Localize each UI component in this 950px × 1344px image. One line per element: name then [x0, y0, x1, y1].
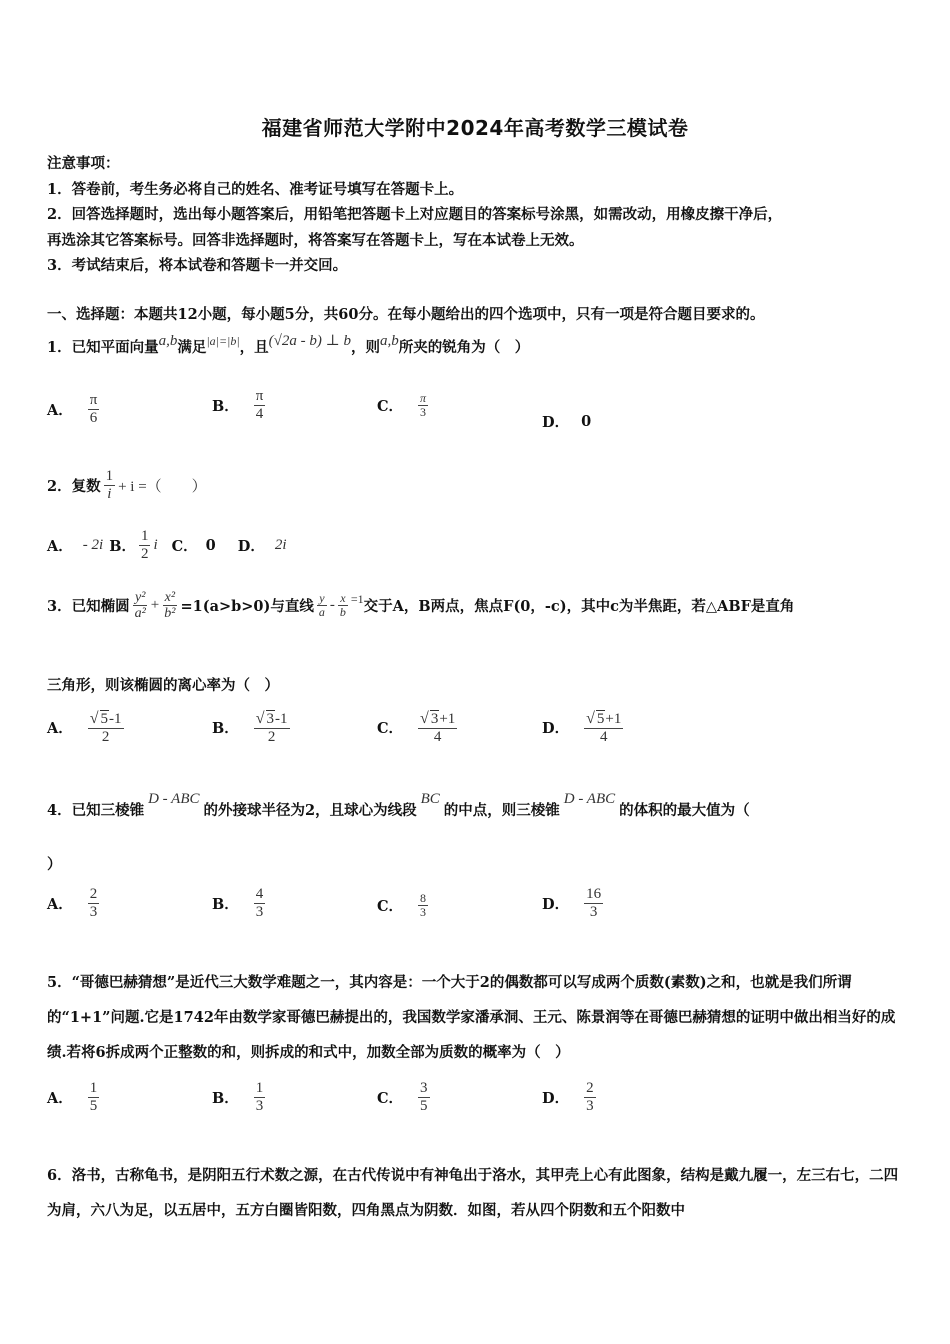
- q1-vectors: a,b: [158, 333, 178, 349]
- denominator: 3: [586, 1097, 594, 1114]
- denominator: 3: [420, 405, 427, 420]
- option-label: D．: [542, 895, 570, 913]
- option-label: A．: [47, 720, 73, 738]
- numerator: 8: [420, 891, 427, 905]
- question-5: 5．“哥德巴赫猜想”是近代三大数学难题之一，其内容是：一个大于2的偶数都可以写成两个质数(素数)之和，也就是我们所谓的“1+1”问题.它是1742年由数学家哥德巴赫提出的，我国数学家潘承洞、王元、陈景润等在哥德巴赫猜想的证明中做出相当好的成绩.若将6拆成两个正整数的和，则拆成的和式中，加数全部为质数的概率为（ ）: [47, 974, 896, 1061]
- notice-heading: 注意事项：: [47, 155, 120, 172]
- fraction: [418, 392, 428, 419]
- denominator: 5: [89, 1097, 98, 1114]
- notice-item: 3．考试结束后，将本试卷和答题卡一并交回。: [47, 257, 348, 274]
- numerator: 2: [89, 886, 98, 902]
- numerator: π: [255, 388, 264, 404]
- fraction: [338, 592, 348, 619]
- q4-pyramid: D - ABC: [148, 791, 200, 807]
- q4-text: 的中点，则三棱锥: [443, 802, 560, 819]
- fraction: [584, 710, 623, 745]
- fraction: [139, 528, 151, 562]
- fraction: [88, 710, 124, 745]
- fraction: [584, 886, 603, 920]
- numerator: 4: [255, 886, 264, 902]
- q3-text: 3．已知椭圆: [47, 598, 130, 616]
- option-label: B．: [212, 720, 239, 738]
- denominator: 3: [589, 903, 598, 920]
- option-label: B．: [212, 1089, 239, 1107]
- numerator: 1: [89, 1080, 98, 1096]
- numerator: y: [319, 591, 325, 606]
- sqrt-icon: √: [586, 710, 595, 727]
- fraction: [254, 886, 266, 920]
- denominator: 2: [101, 728, 110, 745]
- fraction: [88, 1080, 100, 1114]
- fraction: [254, 388, 266, 422]
- fraction: [88, 886, 100, 920]
- radicand: 5: [596, 711, 605, 727]
- q4-text: 的外接球半径为2，且球心为线段: [203, 802, 417, 819]
- option-d[interactable]: [542, 411, 591, 432]
- fraction: [104, 468, 116, 502]
- option-value: i: [153, 536, 158, 553]
- option-label: B．: [212, 895, 239, 913]
- q4-text: 4．已知三棱锥: [47, 802, 145, 819]
- denominator: 4: [433, 728, 442, 745]
- numerator: 3: [420, 1080, 428, 1096]
- option-label[interactable]: D．: [237, 537, 265, 555]
- q2-text: 2．复数: [47, 477, 101, 495]
- fraction: [584, 1080, 596, 1114]
- sqrt-icon: √: [420, 710, 429, 727]
- option-d[interactable]: [542, 710, 626, 745]
- numerator: -1: [109, 711, 122, 727]
- q4-text: 的体积的最大值为（: [619, 802, 750, 819]
- option-label: D．: [542, 414, 570, 431]
- numerator: +1: [605, 711, 622, 727]
- numerator: 16: [586, 886, 602, 902]
- sqrt-icon: √: [255, 710, 265, 727]
- option-b[interactable]: [212, 1080, 268, 1114]
- numerator: x: [340, 591, 346, 606]
- option-label: C．: [377, 898, 404, 916]
- option-value: 2i: [274, 536, 287, 553]
- fraction: [133, 590, 148, 622]
- notice-item: 2．回答选择题时，选出每小题答案后，用铅笔把答题卡上对应题目的答案标号涂黑，如需改动，用橡皮擦干净后，: [47, 206, 783, 223]
- q1-vectors: a,b: [379, 333, 399, 349]
- numerator: y²: [134, 590, 146, 605]
- question-4: [47, 791, 750, 827]
- q1-text: 满足: [177, 339, 207, 356]
- option-c[interactable]: [377, 392, 431, 419]
- denominator: 3: [89, 903, 98, 920]
- fraction: [254, 1080, 266, 1114]
- q4-pyramid: D - ABC: [563, 791, 616, 807]
- denominator: 3: [255, 903, 264, 920]
- option-b[interactable]: [212, 710, 293, 745]
- numerator: +1: [439, 711, 456, 727]
- denominator: 5: [420, 1097, 428, 1114]
- option-label: A．: [47, 1089, 73, 1107]
- page-title: 福建省师范大学附中2024年高考数学三模试卷: [261, 116, 689, 140]
- denominator: 2: [267, 728, 276, 745]
- operator: =1: [350, 592, 364, 607]
- radicand: 3: [266, 711, 275, 727]
- numerator: π: [420, 391, 427, 405]
- fraction: [162, 590, 177, 622]
- option-label[interactable]: C．: [171, 537, 198, 555]
- operator: -: [329, 597, 335, 614]
- fraction: [418, 1080, 430, 1114]
- q1-perpendicular: (√2a - b) ⊥ b: [268, 333, 351, 349]
- question-2: [47, 468, 207, 502]
- fraction: [317, 592, 327, 619]
- option-value: 0: [205, 536, 216, 554]
- option-b[interactable]: [212, 388, 268, 422]
- q2-options: [47, 528, 287, 562]
- q4-text: ）: [47, 856, 62, 873]
- sqrt-icon: √: [89, 710, 99, 727]
- option-label: C．: [377, 398, 404, 416]
- option-c[interactable]: [377, 710, 460, 745]
- denominator: i: [107, 485, 112, 502]
- denominator: 2: [140, 545, 149, 562]
- fraction: [418, 892, 428, 919]
- option-a[interactable]: [47, 392, 102, 426]
- q3-text: 交于A，B两点，焦点F(0，-c)，其中c为半焦距，若△ABF是直角: [363, 598, 795, 616]
- question-3: [47, 590, 794, 622]
- q3-text: =1(a>b>0)与直线: [180, 598, 314, 616]
- radicand: 3: [430, 711, 439, 727]
- option-d[interactable]: [542, 886, 606, 920]
- denominator: b²: [164, 606, 176, 622]
- option-b[interactable]: [212, 886, 268, 920]
- option-label[interactable]: A．: [47, 537, 73, 555]
- q1-text: ，且: [239, 339, 269, 356]
- option-label: C．: [377, 720, 404, 738]
- q1-text: 所夹的锐角为（ ）: [398, 339, 530, 356]
- fraction: [254, 710, 290, 745]
- option-value: - 2i: [82, 536, 104, 553]
- option-label: D．: [542, 1089, 570, 1107]
- fraction: [88, 392, 100, 426]
- option-a[interactable]: [47, 710, 127, 745]
- option-label: A．: [47, 895, 73, 913]
- q1-text: ，则: [350, 339, 380, 356]
- option-a[interactable]: [47, 1080, 102, 1114]
- numerator: π: [89, 392, 98, 408]
- q3-text: 三角形，则该椭圆的离心率为（ ）: [47, 677, 279, 694]
- option-label: B．: [212, 397, 239, 415]
- denominator: 3: [255, 1097, 264, 1114]
- notice-item: 1．答卷前，考生务必将自己的姓名、准考证号填写在答题卡上。: [47, 181, 464, 198]
- numerator: x²: [164, 590, 176, 605]
- option-d[interactable]: [542, 1080, 599, 1114]
- operator: +: [150, 597, 160, 614]
- q1-text: 1．已知平面向量: [47, 339, 159, 356]
- denominator: 4: [255, 405, 264, 422]
- option-c[interactable]: [377, 892, 431, 919]
- section-heading: 一、选择题：本题共12小题，每小题5分，共60分。在每小题给出的四个选项中，只有一项是符合题目要求的。: [47, 306, 765, 323]
- numerator: 1: [105, 468, 114, 484]
- numerator: -1: [275, 711, 288, 727]
- fraction: [418, 710, 457, 745]
- denominator: 3: [420, 905, 427, 920]
- option-value: 0: [581, 413, 592, 430]
- option-label[interactable]: B．: [109, 537, 136, 555]
- notice-item: 再选涂其它答案标号。回答非选择题时，将答案写在答题卡上，写在本试卷上无效。: [47, 232, 584, 249]
- denominator: a²: [134, 606, 146, 622]
- numerator: 1: [140, 528, 149, 544]
- denominator: 4: [599, 728, 608, 745]
- option-c[interactable]: [377, 1080, 433, 1114]
- option-label: C．: [377, 1089, 404, 1107]
- q2-text: + i =（ ）: [118, 478, 207, 495]
- numerator: 2: [586, 1080, 594, 1096]
- question-6: 6．洛书，古称龟书，是阴阳五行术数之源，在古代传说中有神龟出于洛水，其甲壳上心有此图象，结构是戴九履一，左三右七，二四为肩，六八为足，以五居中，五方白圈皆阳数，四角黑点为阴数．如图，若从四个阴数和五个阳数中: [47, 1167, 899, 1219]
- denominator: 6: [89, 409, 98, 426]
- numerator: 1: [255, 1080, 264, 1096]
- q1-condition: |a|=|b|: [206, 334, 240, 348]
- option-label: D．: [542, 720, 570, 738]
- option-label: A．: [47, 401, 73, 419]
- q4-segment: BC: [420, 791, 440, 807]
- question-1: [47, 332, 529, 364]
- denominator: b: [339, 605, 346, 620]
- denominator: a: [318, 605, 325, 620]
- option-a[interactable]: [47, 886, 102, 920]
- radicand: 5: [100, 711, 109, 727]
